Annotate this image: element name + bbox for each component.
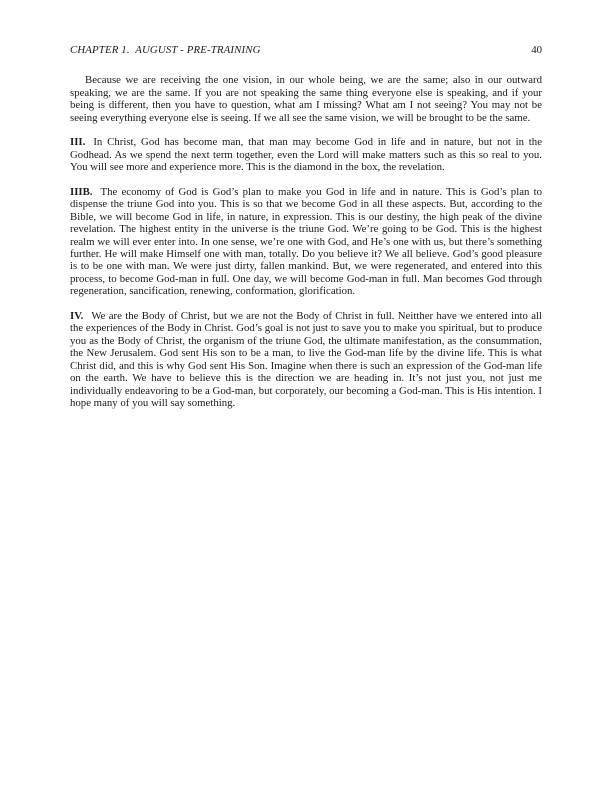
paragraph bbox=[70, 310, 542, 409]
paragraph-text: The economy of God is God’s plan to make you God in life and in nature. This is God’s plan to dispense the triune God into you. This is so that we become God in all these aspects. But, according to the Bible, we will become God in life, in nature, in expression. This is our destiny, the high peak of the divine revelation. The highest entity in the universe is the triune God. We’re going to be God. This is the highest realm we will ever enter into. In one sense, we’re one with God, and He’s one with us, but there’s something further. He will make Himself one with man, totally. Do you believe it? We all believe. God’s good pleasure is to be one with man. We were just dirty, fallen mankind. But, we were regenerated, and entered into this process, to become God-man in full. One day, we will become God-man in full. Man becomes God through regeneration, sancification, renewing, conformation, glorification. bbox=[70, 186, 542, 298]
paragraph-label: III. bbox=[70, 136, 86, 149]
paragraph bbox=[70, 186, 542, 298]
paragraph-label: IV. bbox=[70, 310, 84, 323]
running-header bbox=[70, 44, 542, 56]
paragraph bbox=[70, 136, 542, 173]
chapter-header: CHAPTER 1. AUGUST - PRE-TRAINING bbox=[70, 44, 261, 56]
page-number: 40 bbox=[531, 44, 542, 56]
page-body bbox=[70, 74, 542, 409]
paragraph-text: In Christ, God has become man, that man may become God in life and in nature, but not in the Godhead. As we spend the next term together, even the Lord will make matters such as this so real to you. You will see more and experience more. This is the diamond in the box, the revelation. bbox=[70, 136, 542, 174]
paragraph-text: Because we are receiving the one vision, in our whole being, we are the same; also in our outward speaking, we are the same. If you are not speaking the same thing everyone else is speaking, and if your being is different, then you have to question, what am I missing? What am I not seeing? You may not be seeing everything everyone else is seeing. If we all see the same vision, we will be brought to be the same. bbox=[70, 74, 542, 124]
paragraph-text: We are the Body of Christ, but we are not the Body of Christ in full. Neitther have we entered into all the experiences of the Body in Christ. God’s goal is not just to save you to make you spiritual, but to produce you as the Body of Christ, the organism of the triune God, the ultimate manifestation, as the consummation, the New Jerusalem. God sent His son to be a man, to live the God-man life by the divine life. This is what Christ did, and this is why God sent His Son. Imagine when there is such an expression of the God-man life on the earth. We have to believe this is the direction we are heading in. It’s not just you, not just me individually endeavoring to be a God-man, but corporately, our becoming a God-man. This is His intention. I hope many of you will say something. bbox=[70, 310, 542, 409]
paragraph bbox=[70, 74, 542, 124]
paragraph-label: IIIB. bbox=[70, 186, 93, 199]
